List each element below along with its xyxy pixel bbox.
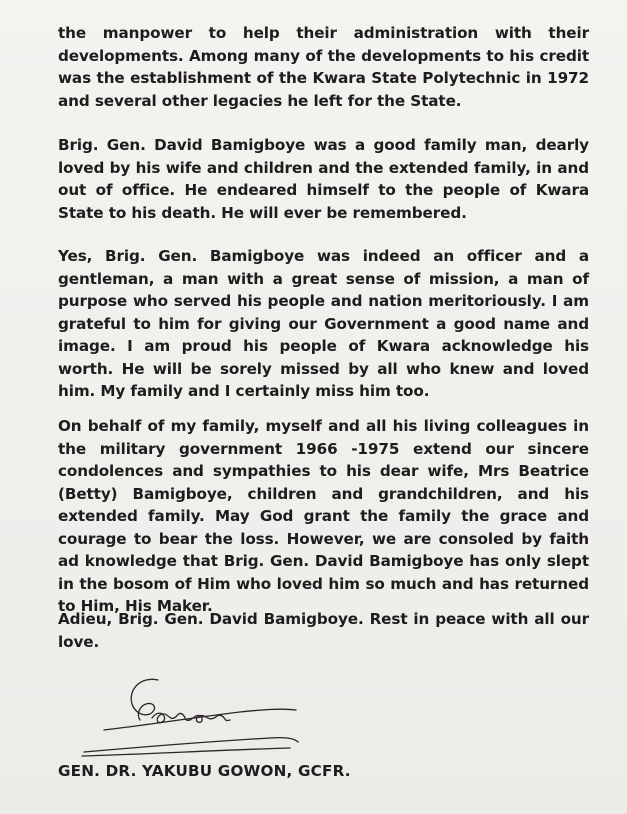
signatory-name: GEN. DR. YAKUBU GOWON, GCFR. — [58, 762, 351, 780]
paragraph-developments: the manpower to help their administration with their developments. Among many of the developments to his credit was the establishment of the Kwara State Polytechnic in 1972 and several other legacies he left for the State. — [58, 24, 589, 110]
paragraph-condolences: On behalf of my family, myself and all his living colleagues in the military government 1966 -1975 extend our sincere condolences and sympathies to his dear wife, Mrs Beatrice (Betty) Bamigboye, children and grandchildren, and his extended family. May God grant the family the grace and courage to bear the loss. However, we are consoled by faith ad knowledge that Brig. Gen. David Bamigboye has only slept in the bosom of Him who loved him so much and has returned to Him, His Maker. — [58, 417, 589, 615]
paragraph-adieu: Adieu, Brig. Gen. David Bamigboye. Rest in peace with all our love. — [58, 610, 589, 651]
paragraph-officer-gentleman: Yes, Brig. Gen. Bamigboye was indeed an officer and a gentleman, a man with a great sense of mission, a man of purpose who served his people and nation meritoriously. I am grateful to him for giving our Government a good name and image. I am proud his people of Kwara acknowledge his worth. He will be sorely missed by all who knew and loved him. My family and I certainly miss him too. — [58, 247, 589, 400]
handwritten-signature — [70, 672, 310, 762]
paragraph-family-man: Brig. Gen. David Bamigboye was a good family man, dearly loved by his wife and children and the extended family, in and out of office. He endeared himself to the people of Kwara State to his death. He will ever be remembered. — [58, 136, 589, 222]
